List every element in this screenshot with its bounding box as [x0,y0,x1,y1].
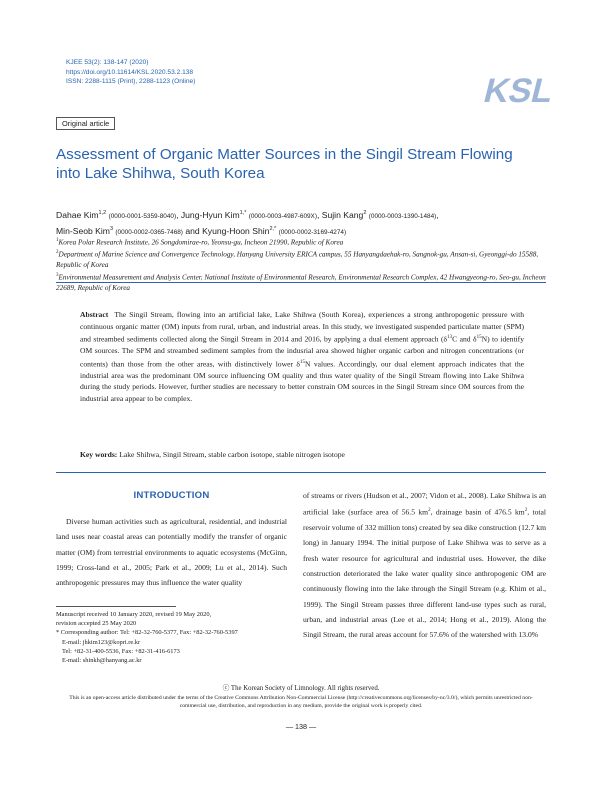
footnote-received: Manuscript received 10 January 2020, revised 19 May 2020, [56,611,212,618]
abstract-label: Abstract [80,310,109,319]
footnote [56,610,296,665]
abstract-bottom-rule [56,472,546,473]
page-number: — 138 — [285,722,317,731]
footnote-accepted: revision accepted 25 May 2020 [56,620,137,628]
author-list [56,207,546,239]
affiliation-list [56,236,546,294]
keywords-text: Lake Shihwa, Singil Stream, stable carbon isotope, stable nitrogen isotope [119,450,345,459]
footnote-rule [56,606,176,607]
footnote-email-1[interactable]: E-mail: jhkim123@kopri.re.kr [62,638,141,646]
abstract-text-1: The Singil Stream, flowing into an artificial lake, Lake Shihwa (South Korea), experiences a strong anthropogenic pressure with continuous organic matter (OM) inputs from rural, urban, and industrial areas. In this study, we investigated suspended particulate matter (SPM) and streambed sediments collected along the Singil Stream in 2014 and 2016, by applying a dual element approach (δ [80,310,524,344]
keywords-label: Key words: [80,450,118,459]
intro-column-2 [303,488,546,643]
ksl-logo-text: KSL [480,72,558,110]
author-separator: , [436,209,439,220]
author-orcid[interactable]: (0000-0001-5359-8040) [108,212,177,220]
abstract-sup-1: 13 [447,335,453,340]
author-affiliation-sup: 3 [109,225,114,232]
keywords [80,449,524,461]
abstract-top-rule [56,282,546,283]
author-name: Kyung-Hoon Shin [202,225,270,236]
affiliation-text: Department of Marine Science and Convergence Technology, Hanyang University ERICA campus, 55 Hanyangdaehak-ro, Sangnok-gu, Ansan-si, Gyeonggi-do 15588, Republic of Korea [56,250,539,270]
author-name: Dahae Kim [56,209,99,220]
abstract-text-3: N) to identify OM sources. The SPM and streambed sediment samples from the indusrial area showed higher organic carbon and nitrogen concentrations (or contents) than those from the other areas, with distinctively lower δ [80,334,524,369]
footnote-email-2[interactable]: E-mail: shinkh@hanyang.ac.kr [62,657,142,665]
footnote-corresponding: * Corresponding author: Tel: +82-32-760-5377, Fax: +82-32-760-5397 [56,629,238,637]
abstract [80,309,524,404]
intro-col2-text-b: , drainage basin of 476.5 km [430,507,525,517]
author-orcid[interactable]: (0000-0003-4987-609X) [248,212,317,220]
author-name: Min-Seob Kim [56,225,110,236]
author-separator: and [182,225,203,236]
author-name: Sujin Kang [321,209,364,220]
journal-doi[interactable]: https://doi.org/10.11614/KSL.2020.53.2.138 [66,68,194,76]
article-type-badge: Original article [56,117,115,130]
affiliation-item [56,236,546,248]
abstract-text-4: N values. Accordingly, our dual element approach indicates that the industrial area was the predominant OM source influencing OM quality and thus water quality of the Singil Stream flowing into Lake Shihwa during the study periods. However, further studies are necessary to better constrain OM sources in the Singil Stream since OM sources from the industrial area appear to be complex. [80,359,524,403]
author-affiliation-sup: 2,* [269,225,277,232]
author-orcid[interactable]: (0000-0002-0365-7468) [115,228,183,236]
article-title: Assessment of Organic Matter Sources in the Singil Stream Flowing into Lake Shihwa, South Korea [56,146,513,182]
intro-col2-text-c: , total reservoir volume of 332 million tons) created by sea dike construction (12.7 km long) in January 1994. The initial purpose of Lake Shihwa was to serve as a fresh water resource for agricultural and industrial uses. However, the dike construction deteriorated the lake water quality since anthropogenic OM are continuously flowing into the lake through the Singil Stream (e.g. Khim et al., 1999). The Singil Stream passes three different land-use types such as rural, urban, and industrial areas (Lee et al., 2014; Hong et al., 2019). Along the Singil Stream, the rural areas account for 57.6% of the watershed with 13.0% [303,507,546,640]
license-notice: This is an open-access article distributed under the terms of the Creative Commons Attribution Non-Commercial License (http://creativecommons.org/licenses/by-nc/3.0/), which permits unrestricted non-commercial use, distribution, and reproduction in any medium, provide the original work is properly cited. [69,695,533,710]
affiliation-sup: 1 [56,238,59,243]
author-affiliation-sup: 1,* [239,210,247,216]
abstract-text-2: C and δ [452,334,477,344]
author-name: Jung-Hyun Kim [180,209,240,220]
author-orcid[interactable]: (0000-0002-3169-4274) [278,228,347,236]
footnote-tel-2: Tel: +82-31-400-5536, Fax: +82-31-416-6173 [62,647,180,655]
affiliation-sup: 2 [56,250,59,256]
journal-citation: KJEE 53(2): 138-147 (2020) [66,59,149,66]
journal-info [66,58,195,87]
intro-column-1: Diverse human activities such as agricultural, residential, and industrial land uses near coastal areas can potentially modify the transfer of organic matter (OM) from terrestrial environments to aquatic ecosystems (McGinn, 1999; Cross-land et al., 2005; Park et al., 2009; Lu et al., 2014). Such anthropogenic pressures may thus influence the water quality [56,517,287,588]
author-affiliation-sup: 1,2 [98,210,107,216]
affiliation-text: Environmental Measurement and Analysis Center, National Institute of Environmental Research, Environmental Research Complex, 42 Hwangyeong-ro, Seo-gu, Incheon 22689, Republic of Korea [56,273,546,293]
author-affiliation-sup: 2 [363,210,367,216]
copyright: ⓒ The Korean Society of Limnology. All rights reserved. [222,685,380,692]
author-separator: , [316,209,322,220]
journal-issn: ISSN: 2288-1115 (Print), 2288-1123 (Online) [66,78,196,86]
ksl-logo [478,62,558,112]
author-separator: , [176,209,181,220]
intro-col2-text-a: of streams or rivers (Hudson et al., 2007; Vidon et al., 2008). Lake Shihwa is an artificial lake (surface area of 56.5 km [303,491,546,517]
affiliation-item [56,248,546,271]
author-orcid[interactable]: (0000-0003-1390-1484) [368,212,437,220]
intro-col2-sup-2: 2 [524,508,528,514]
affiliation-sup: 3 [56,273,59,279]
abstract-sup-2: 15 [476,335,482,340]
abstract-sup-3: 15 [299,359,305,365]
affiliation-text: Korea Polar Research Institute, 26 Songdomirae-ro, Yeonsu-gu, Incheon 21990, Republic of Korea [58,238,344,247]
introduction-heading: INTRODUCTION [133,490,210,501]
intro-col2-sup-1: 2 [428,508,431,514]
